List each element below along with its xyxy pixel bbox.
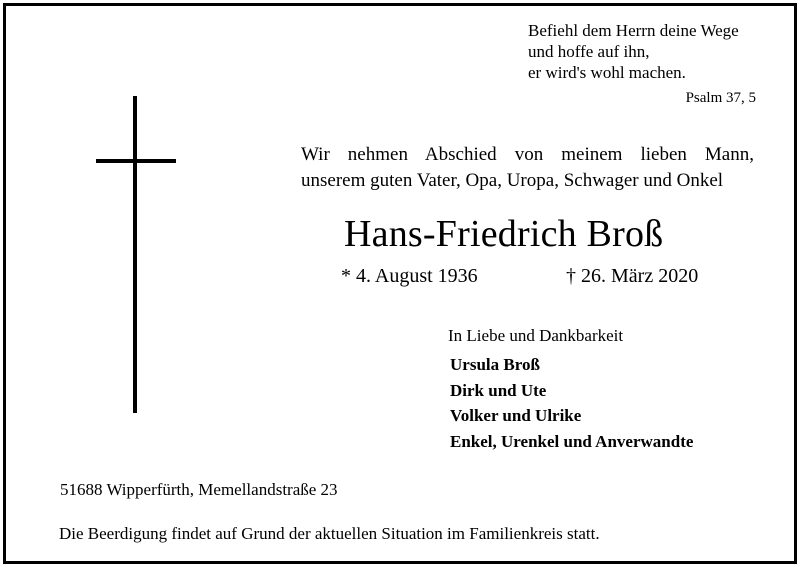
birth-date: * 4. August 1936 xyxy=(341,265,478,287)
verse-line: und hoffe auf ihn, xyxy=(528,42,650,61)
farewell-line: unserem guten Vater, Opa, Uropa, Schwager und Onkel xyxy=(301,170,724,191)
funeral-note: Die Beerdigung findet auf Grund der aktuellen Situation im Familienkreis statt. xyxy=(59,524,600,543)
verse-line: Befiehl dem Herrn deine Wege xyxy=(528,21,739,40)
farewell-text xyxy=(301,142,754,194)
mourners-list xyxy=(450,352,693,454)
cross-vertical-bar xyxy=(133,96,137,413)
deceased-name: Hans-Friedrich Broß xyxy=(344,213,664,255)
address: 51688 Wipperfürth, Memellandstraße 23 xyxy=(60,480,338,499)
verse-line: er wird's wohl machen. xyxy=(528,63,686,82)
death-date: † 26. März 2020 xyxy=(566,265,699,287)
farewell-line: Wir nehmen Abschied von meinem lieben Mann, xyxy=(301,144,754,165)
mourner-name: Enkel, Urenkel und Anverwandte xyxy=(450,431,694,451)
bible-verse xyxy=(528,20,739,83)
mourner-name: Volker und Ulrike xyxy=(450,406,582,425)
mourner-name: Dirk und Ute xyxy=(450,380,547,400)
verse-reference: Psalm 37, 5 xyxy=(685,90,756,106)
cross-horizontal-bar xyxy=(96,159,176,163)
mourner-name: Ursula Broß xyxy=(450,355,540,374)
mourners-heading: In Liebe und Dankbarkeit xyxy=(448,326,624,345)
